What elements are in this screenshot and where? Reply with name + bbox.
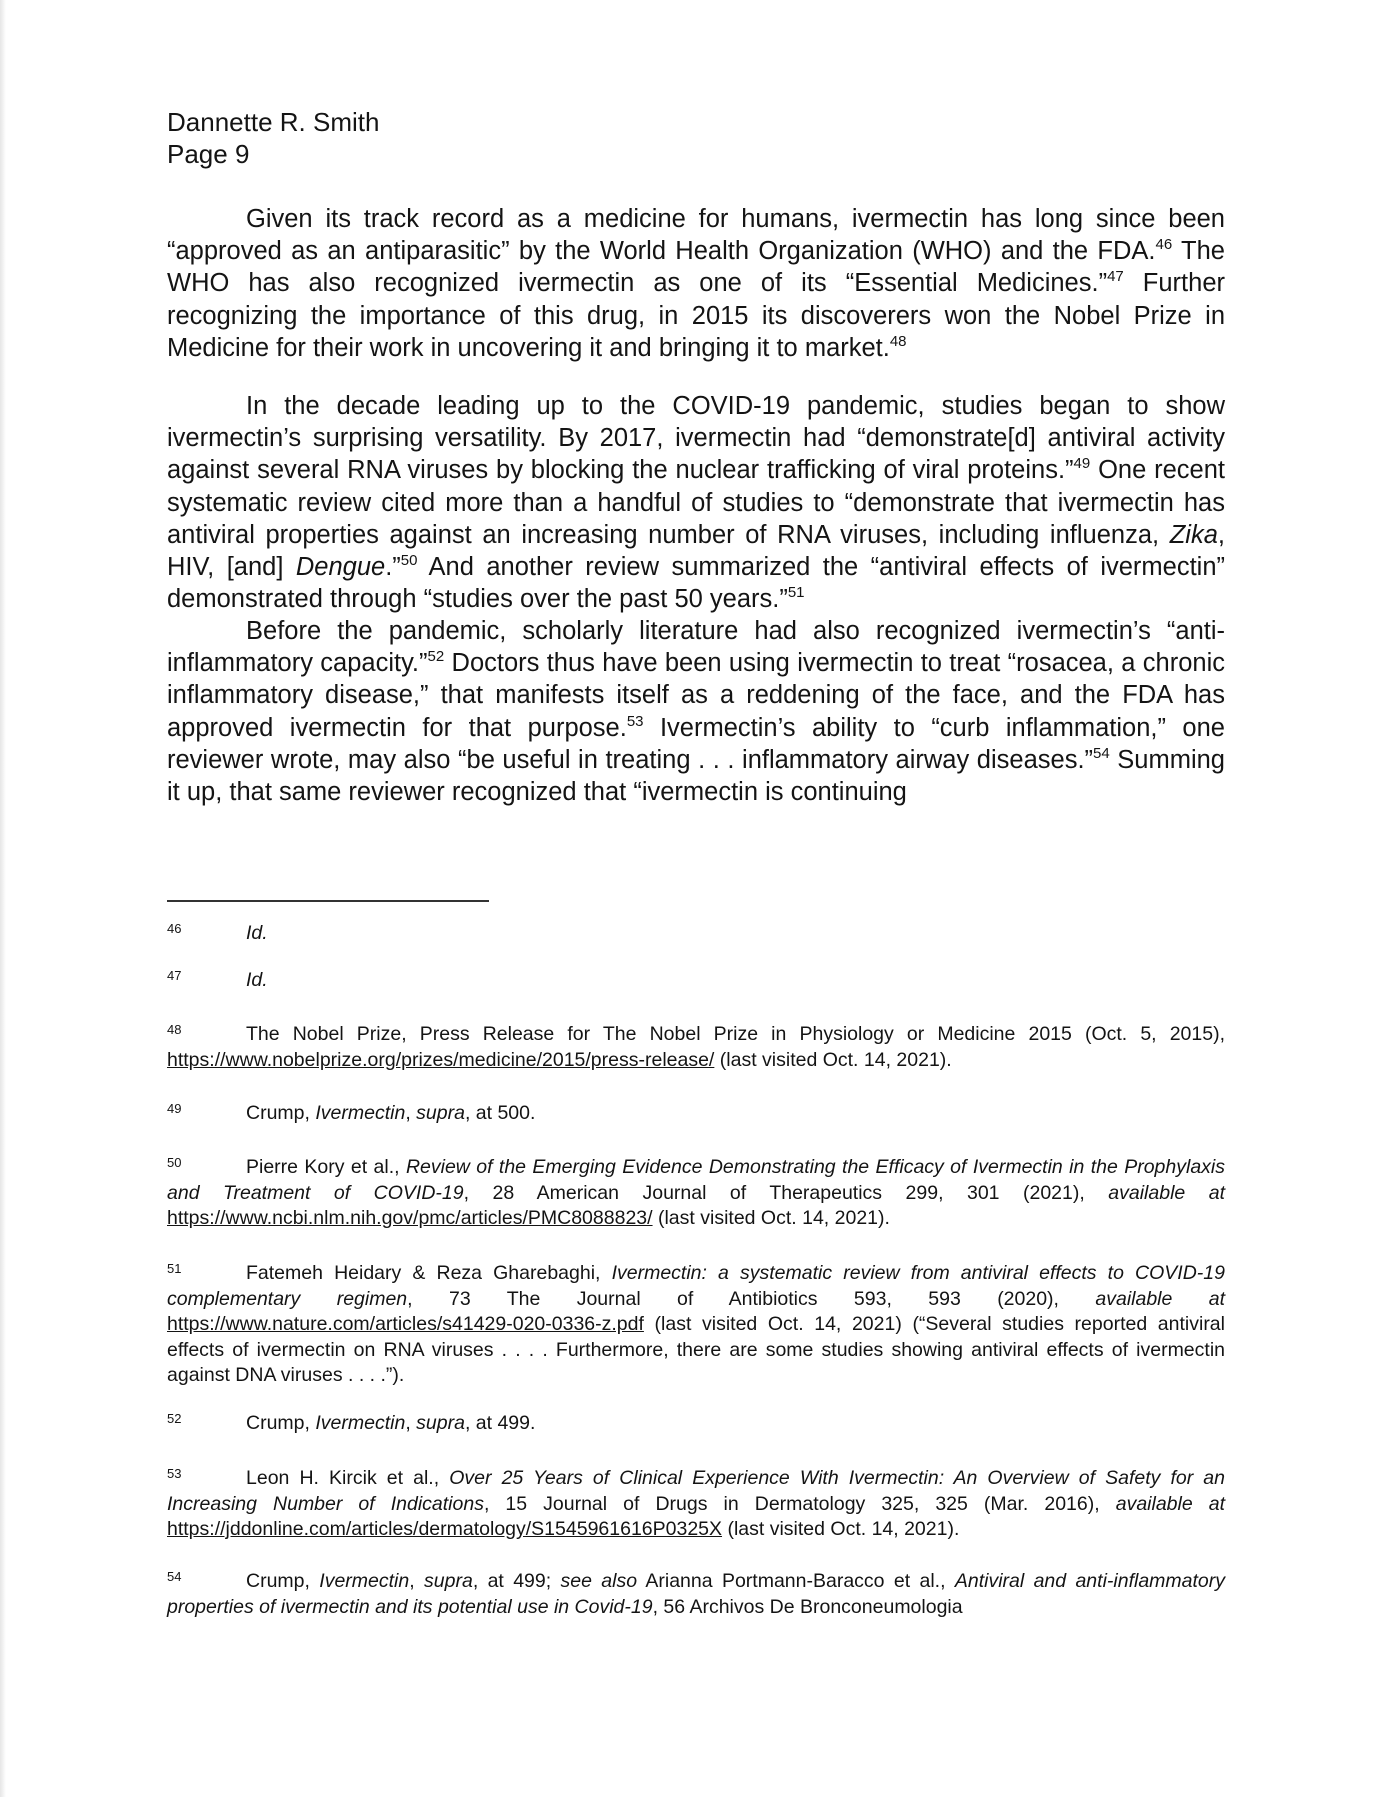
footnote-reference: 52 bbox=[427, 648, 445, 666]
italic-text: supra bbox=[416, 1412, 465, 1434]
text-run: , 73 The Journal of Antibiotics 593, 593 (2020), bbox=[407, 1287, 1096, 1310]
text-run: (last visited Oct. 14, 2021). bbox=[722, 1518, 960, 1540]
citation-link[interactable]: https://www.nature.com/articles/s41429-020-0336-z.pdf bbox=[167, 1313, 644, 1335]
footnote-reference: 49 bbox=[1073, 455, 1091, 473]
text-run: , bbox=[409, 1570, 425, 1592]
footnote: 53 Leon H. Kircik et al., Over 25 Years of Clinical Experience With Ivermectin: An Overview of Safety for an Increasing Number of Indications, 15 Journal of Drugs in Dermatology 325, 325 (Mar. 2016), available at https://jddonline.com/articles/dermatology/S1545961616P0325X (last visited Oct. 14, 2021). bbox=[167, 1466, 1225, 1540]
footnote-reference: 54 bbox=[1093, 744, 1110, 762]
text-run: , at 500. bbox=[464, 1102, 536, 1124]
italic-text: see also bbox=[560, 1570, 638, 1592]
text-run: , 56 Archivos De Bronconeumologia bbox=[652, 1595, 963, 1618]
text-run: Ivermectin’s ability to “curb inflammation,” one reviewer wrote, may also “be useful in treating . . . inflammatory airway diseases.” bbox=[167, 713, 1225, 774]
text-run: And another review summarized the “antiviral effects of ivermectin” demonstrated through “studies over the past 50 years.” bbox=[167, 553, 1226, 614]
page-number: Page 9 bbox=[167, 139, 250, 169]
footnote: 54 Crump, Ivermectin, supra, at 499; see also Arianna Portmann-Baracco et al., Antiviral and anti-inflammatory properties of ivermectin and its potential use in Covid-19, 56 Archivos De Bronconeumologia bbox=[167, 1569, 1226, 1618]
text-run: Further recognizing the importance of this drug, in 2015 its discoverers won the Nobel Prize in Medicine for their work in uncovering it and bringing it to market. bbox=[167, 269, 1225, 362]
text-run: Pierre Kory et al., bbox=[246, 1156, 406, 1178]
italic-text: Review of the Emerging Evidence Demonstrating the Efficacy of Ivermectin in the Prophylaxis and Treatment of COVID-19 bbox=[167, 1156, 1225, 1204]
footnote: 50 Pierre Kory et al., Review of the Emerging Evidence Demonstrating the Efficacy of Ivermectin in the Prophylaxis and Treatment of COVID-19, 28 American Journal of Therapeutics 299, 301 (2021), available at https://www.ncbi.nlm.nih.gov/pmc/articles/PMC8088823/ (last visited Oct. 14, 2021). bbox=[167, 1155, 1226, 1229]
body-paragraph bbox=[167, 615, 1225, 808]
italic-text: supra bbox=[424, 1570, 473, 1592]
footnote: 51 Fatemeh Heidary & Reza Gharebaghi, Ivermectin: a systematic review from antiviral effects to COVID-19 complementary regimen, 73 The Journal of Antibiotics 593, 593 (2020), available at https://www.nature.com/articles/s41429-020-0336-z.pdf (last visited Oct. 14, 2021) (“Several studies reported antiviral effects of ivermectin on RNA viruses . . . . Furthermore, there are some studies showing antiviral effects of ivermectin against DNA viruses . . . .”). bbox=[167, 1261, 1226, 1386]
text-run: (last visited Oct. 14, 2021). bbox=[714, 1048, 952, 1071]
text-run: , bbox=[405, 1102, 417, 1124]
italic-text: Ivermectin bbox=[315, 1412, 406, 1434]
scan-edge-shadow bbox=[0, 0, 6, 1797]
footnote: 47 Id. bbox=[167, 968, 268, 991]
text-run: One recent systematic review cited more than a handful of studies to “demonstrate that ivermectin has antiviral properties against an increasing number of RNA viruses, including influenza, bbox=[167, 456, 1225, 549]
text-run: , bbox=[405, 1412, 417, 1434]
letter-header bbox=[167, 106, 379, 170]
text-run: .” bbox=[385, 553, 401, 582]
italic-text: Ivermectin bbox=[319, 1570, 410, 1592]
text-run: The WHO has also recognized ivermectin as one of its “Essential Medicines.” bbox=[167, 237, 1225, 298]
footnote-separator bbox=[167, 900, 489, 902]
text-run: Arianna Portmann-Baracco et al., bbox=[637, 1570, 955, 1592]
italic-text: available at bbox=[1115, 1492, 1225, 1515]
text-run: Given its track record as a medicine for humans, ivermectin has long since been “approved as an antiparasitic” by the World Health Organization (WHO) and the FDA. bbox=[167, 205, 1225, 266]
text-run: , 28 American Journal of Therapeutics 299, 301 (2021), bbox=[463, 1181, 1109, 1204]
text-run: Crump, bbox=[246, 1102, 316, 1124]
italic-text: supra bbox=[416, 1102, 465, 1124]
footnote-reference: 51 bbox=[787, 584, 805, 602]
body-paragraph bbox=[167, 203, 1225, 364]
text-run: Summing it up, that same reviewer recognized that “ivermectin is continuing bbox=[167, 745, 1225, 807]
text-run: Leon H. Kircik et al., bbox=[246, 1467, 450, 1489]
italic-text: Over 25 Years of Clinical Experience With Ivermectin: An Overview of Safety for an Increasing Number of Indications bbox=[167, 1467, 1225, 1515]
italic-text: Id. bbox=[246, 922, 268, 944]
footnote: 49 Crump, Ivermectin, supra, at 500. bbox=[167, 1101, 536, 1124]
footnote-reference: 46 bbox=[1155, 236, 1173, 254]
italic-text: Ivermectin bbox=[315, 1102, 406, 1124]
italic-text: Antiviral and anti-inflammatory properties of ivermectin and its potential use in Covid-19 bbox=[167, 1570, 1226, 1618]
citation-link[interactable]: https://www.nobelprize.org/prizes/medicine/2015/press-release/ bbox=[167, 1048, 715, 1071]
italic-text: available at bbox=[1095, 1287, 1226, 1310]
footnote-reference: 53 bbox=[626, 712, 644, 730]
italic-text: Dengue bbox=[295, 553, 386, 582]
text-run: , 15 Journal of Drugs in Dermatology 325, 325 (Mar. 2016), bbox=[483, 1492, 1116, 1515]
text-run: , HIV, [and] bbox=[167, 520, 1225, 582]
italic-text: available at bbox=[1108, 1181, 1226, 1204]
footnote-reference: 47 bbox=[1107, 268, 1124, 286]
footnote-reference: 48 bbox=[889, 332, 907, 350]
text-run: Fatemeh Heidary & Reza Gharebaghi, bbox=[246, 1262, 612, 1284]
italic-text: Ivermectin: a systematic review from antiviral effects to COVID-19 complementary regimen bbox=[167, 1262, 1225, 1310]
text-run: , at 499. bbox=[464, 1412, 536, 1434]
text-run: Before the pandemic, scholarly literature had also recognized ivermectin’s “anti-inflammatory capacity.” bbox=[167, 617, 1225, 678]
citation-link[interactable]: https://jddonline.com/articles/dermatology/S1545961616P0325X bbox=[167, 1518, 723, 1540]
footnote: 46 Id. bbox=[167, 921, 268, 944]
text-run: In the decade leading up to the COVID-19 pandemic, studies began to show ivermectin’s surprising versatility. By 2017, ivermectin had “demonstrate[d] antiviral activity against several RNA viruses by blocking the nuclear trafficking of viral proteins.” bbox=[167, 392, 1225, 485]
text-run: The Nobel Prize, Press Release for The Nobel Prize in Physiology or Medicine 2015 (Oct. 5, 2015), bbox=[246, 1023, 1225, 1045]
text-run: Doctors thus have been using ivermectin to treat “rosacea, a chronic inflammatory disease,” that manifests itself as a reddening of the face, and the FDA has approved ivermectin for that purpose. bbox=[167, 649, 1225, 742]
footnote: 52 Crump, Ivermectin, supra, at 499. bbox=[167, 1411, 536, 1434]
text-run: (last visited Oct. 14, 2021). bbox=[652, 1207, 890, 1229]
text-run: Crump, bbox=[246, 1412, 316, 1434]
footnote: 48 The Nobel Prize, Press Release for The Nobel Prize in Physiology or Medicine 2015 (Oct. 5, 2015), https://www.nobelprize.org/prizes/medicine/2015/press-release/ (last visited Oct. 14, 2021). bbox=[167, 1022, 1225, 1071]
italic-text: Zika bbox=[1169, 520, 1218, 549]
recipient-name: Dannette R. Smith bbox=[167, 107, 380, 137]
italic-text: Id. bbox=[246, 969, 268, 991]
text-run: Crump, bbox=[246, 1570, 320, 1592]
footnote-reference: 50 bbox=[400, 552, 418, 570]
citation-link[interactable]: https://www.ncbi.nlm.nih.gov/pmc/articles/PMC8088823/ bbox=[167, 1207, 653, 1229]
text-run: , at 499; bbox=[472, 1570, 561, 1592]
text-run: (last visited Oct. 14, 2021) (“Several studies reported antiviral effects of ivermectin on RNA viruses . . . . Furthermore, there are some studies showing antiviral effects of ivermectin against DNA viruses . . . .”). bbox=[167, 1313, 1225, 1386]
body-paragraph bbox=[167, 390, 1225, 615]
